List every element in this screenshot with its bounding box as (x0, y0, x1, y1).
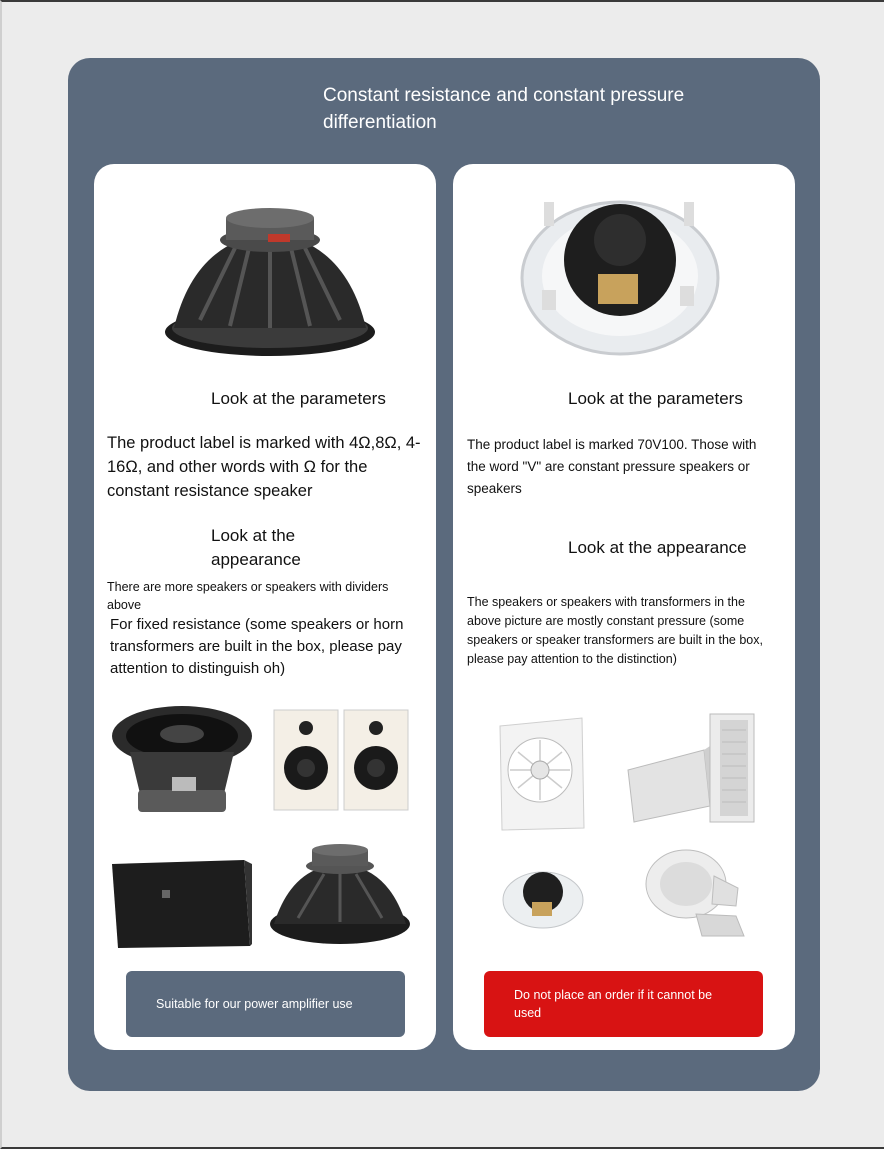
left-fixed-resistance-text: For fixed resistance (some speakers or horn transformers are built in the box, please pay attention to distinguish oh) (110, 616, 404, 677)
subwoofer-driver-icon (160, 200, 380, 360)
small-driver-icon (268, 844, 413, 949)
do-not-order-button[interactable]: Do not place an order if it cannot be used (484, 971, 763, 1037)
page-title: Constant resistance and constant pressure differentiation (323, 85, 685, 133)
horn-speaker-icon (644, 846, 748, 938)
left-parameters-heading: Look at the parameters (211, 389, 386, 408)
right-parameters-text: The product label is marked 70V100. Those with the word "V" are constant pressure speakers or speakers (467, 437, 757, 496)
left-appearance-text: There are more speakers or speakers with dividers above (107, 580, 389, 612)
suitable-button[interactable]: Suitable for our power amplifier use (126, 971, 405, 1037)
wall-speaker-icon (496, 718, 588, 832)
woofer-icon (110, 702, 260, 822)
right-appearance-heading: Look at the appearance (568, 538, 747, 557)
mini-ceiling-speaker-icon (500, 862, 586, 930)
column-speaker-icon (626, 710, 762, 828)
left-appearance-heading: Look at the appearance (211, 526, 301, 569)
right-appearance-text: The speakers or speakers with transformers in the above picture are mostly constant pressure (some speakers or speaker transformers are built in the box, please pay attention to the distinction) (467, 595, 763, 666)
bookshelf-speakers-icon (274, 710, 414, 814)
box-speaker-icon (112, 860, 252, 950)
right-parameters-heading: Look at the parameters (568, 389, 743, 408)
left-parameters-text: The product label is marked with 4Ω,8Ω, 4-16Ω, and other words with Ω for the constant resistance speaker (107, 434, 421, 500)
ceiling-speaker-icon (520, 190, 720, 360)
